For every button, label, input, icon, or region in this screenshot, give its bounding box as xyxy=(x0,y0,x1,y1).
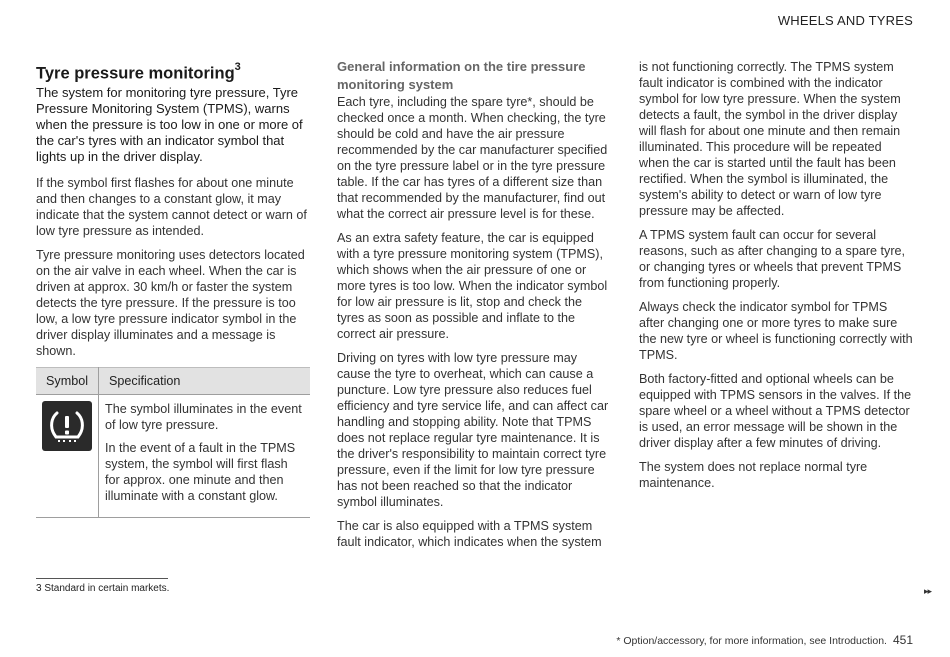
paragraph: A TPMS system fault can occur for several reasons, such as after changing to a spare tyre, or changing tyres or wheels that prevent TPMS from functioning properly. xyxy=(639,228,906,290)
paragraph: The system does not replace normal tyre maintenance. xyxy=(639,460,868,490)
footer-note: * Option/accessory, for more information, see Introduction. xyxy=(616,635,887,647)
paragraph: The car is also equipped with a TPMS system fault indicator, which indicates when the system xyxy=(337,519,602,549)
paragraph: Tyre pressure monitoring uses detectors located on the air valve in each wheel. When the car is driven at approx. 30 km/h or faster the system detects the tyre pressure. If the pressure is too low, a low tyre pressure indicator symbol in the driver display illuminates and a message is shown. xyxy=(36,247,305,358)
table-header-row xyxy=(36,367,310,394)
footnote xyxy=(36,583,169,594)
symbol-column-header: Symbol xyxy=(36,367,99,394)
paragraph: is not functioning correctly. The TPMS system fault indicator is combined with the indicator symbol for low tyre pressure. When the system detects a fault, the symbol in the driver display will flash for about one minute and then remain illuminated. This procedure will be repeated when the car is started until the fault has been rectified. When the symbol is illuminated, the system's ability to detect or warn of low tyre pressure may be affected. xyxy=(639,60,901,218)
paragraph: Each tyre, including the spare tyre*, should be checked once a month. When checking, the tyre should be cold and have the air pressure recommended by the car manufacturer specified on the tyre pressure label or in the tyre pressure table. If the car has tyres of a different size than that recommended by the manufacturer, find out what the correct air pressure level is for these. xyxy=(337,95,608,221)
table-row xyxy=(36,394,310,517)
symbol-table xyxy=(36,367,310,518)
footnote-number: 3 xyxy=(36,583,42,594)
section-header: WHEELS AND TYRES xyxy=(777,13,913,28)
page-number: 451 xyxy=(892,633,913,647)
paragraph: If the symbol first flashes for about one minute and then changes to a constant glow, it may indicate that the system cannot detect or warn of low tyre pressure as intended. xyxy=(36,175,307,238)
intro-paragraph: The system for monitoring tyre pressure, Tyre Pressure Monitoring System (TPMS), warns when the pressure is too low in one or more of the car's tyres with an indicator symbol that lights up in the driver display. xyxy=(36,84,303,164)
column-3 xyxy=(639,59,913,499)
paragraph: Both factory-fitted and optional wheels can be equipped with TPMS sensors in the valves. If the spare wheel or a wheel without a TPMS detector is used, an error message will be shown in the driver display after a few minutes of driving. xyxy=(639,372,912,450)
paragraph: As an extra safety feature, the car is equipped with a tyre pressure monitoring system (TPMS), which shows when the air pressure of one or more tyres is too low. When the indicator symbol for low air pressure is lit, stop and check the tyres as soon as possible and inflate to the correct air pressure. xyxy=(337,231,608,341)
footnote-ref[interactable]: 3 xyxy=(234,61,241,73)
symbol-cell xyxy=(36,394,99,517)
continue-arrow-icon[interactable]: ▸▸ xyxy=(924,586,932,596)
specification-cell xyxy=(99,394,311,517)
specification-column-header: Specification xyxy=(99,367,311,394)
column-1 xyxy=(36,58,310,518)
tyre-pressure-warning-icon xyxy=(42,401,92,451)
page-title xyxy=(36,58,310,85)
footnote-text: Standard in certain markets. xyxy=(44,583,170,594)
spec-text: The symbol illuminates in the event of low tyre pressure. xyxy=(105,401,302,432)
title-text: Tyre pressure monitoring xyxy=(36,64,235,83)
page-footer xyxy=(616,633,913,647)
footnote-divider xyxy=(36,578,168,579)
paragraph: Driving on tyres with low tyre pressure may cause the tyre to overheat, which can cause a puncture. Low tyre pressure also reduces fuel efficiency and tyre service life, and can affect car handling and stopping ability. Note that TPMS does not replace regular tyre maintenance. It is the driver's responsibility to maintain correct tyre pressure, even if the limit for low tyre pressure has not been reached so that the indicator symbol illuminates. xyxy=(337,351,609,509)
spec-text: In the event of a fault in the TPMS system, the symbol will first flash for approx. one minute and then illuminate with a constant glow. xyxy=(105,440,296,503)
section-subheading: General information on the tire pressure monitoring system xyxy=(337,59,586,92)
paragraph: Always check the indicator symbol for TPMS after changing one or more tyres to make sure the new tyre or wheel is functioning correctly with TPMS. xyxy=(639,300,913,362)
column-2 xyxy=(337,58,611,558)
